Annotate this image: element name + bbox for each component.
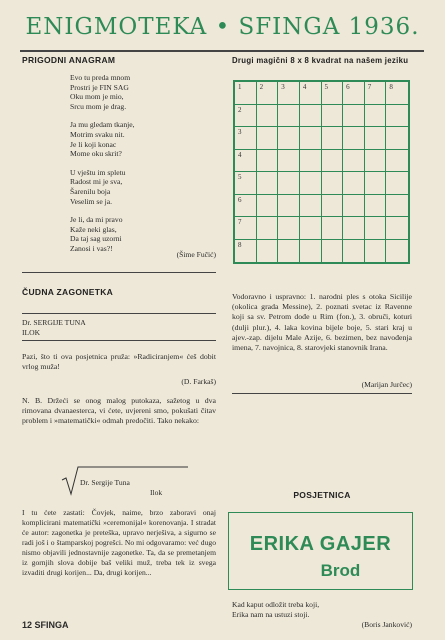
visitcard-verse-line: Kad kaput odložit treba koji, [232, 600, 320, 609]
grid-number: 2 [259, 83, 264, 91]
grid-cell[interactable] [386, 105, 408, 128]
grid-cell[interactable] [235, 195, 257, 218]
visiting-card [228, 512, 413, 590]
grid-cell[interactable] [386, 127, 408, 150]
grid-cell[interactable] [278, 217, 300, 240]
grid-cell[interactable] [257, 82, 279, 105]
page-header-title: ENIGMOTEKA • SFINGA 1936. [25, 14, 420, 40]
poem-line: Kaže neki glas, [70, 224, 117, 234]
visitcard-city: Brod [320, 561, 361, 580]
poem-line: Ja mu gledam tkanje, [70, 120, 135, 130]
puzzle-warning: I tu ćete zastati: Čovjek, naime, brzo zaboravi onaj komplicirani matematički »ceremonijal« korenovanja. I stradat će autor: zagonetka je preteška, upravo nerješiva, a sigurno se radi još i o štamparskoj pogrešci. No mi odgovaramo: već dugo nismo objavili jednostavnije zagonetke. Ta, da se premetanjem iz gornjih slova dobije baš veliki muž, treba tek iz svega izvaditi drugi korijen... Da, drugi korijen... [22, 508, 216, 577]
puzzle-card-rule-bottom [22, 340, 216, 341]
magic-square-grid[interactable] [233, 80, 410, 264]
grid-number: 3 [281, 83, 285, 91]
visitcard-author: (Boris Janković) [361, 620, 412, 629]
grid-cell[interactable] [300, 150, 322, 173]
grid-cell[interactable] [386, 150, 408, 173]
poem-line: Radost mi je sva, [70, 177, 123, 187]
puzzle-heading: ČUDNA ZAGONETKA [22, 287, 114, 297]
grid-number: 5 [324, 83, 328, 91]
puzzle-card-rule-top [22, 313, 216, 314]
grid-cell[interactable] [386, 217, 408, 240]
grid-cell[interactable] [257, 195, 279, 218]
square-rule [232, 393, 412, 394]
grid-cell[interactable] [257, 240, 279, 263]
grid-cell[interactable] [300, 172, 322, 195]
grid-cell[interactable] [365, 240, 387, 263]
puzzle-author: (D. Farkaš) [181, 377, 216, 386]
sqrt-name: Dr. Sergije Tuna [80, 478, 130, 487]
grid-number: 8 [238, 240, 242, 249]
grid-cell[interactable] [343, 172, 365, 195]
grid-cell[interactable] [278, 82, 300, 105]
puzzle-card-city: ILOK [22, 328, 41, 337]
grid-cell[interactable] [322, 127, 344, 150]
grid-cell[interactable] [235, 172, 257, 195]
anagram-poem [70, 73, 135, 254]
grid-cell[interactable] [257, 150, 279, 173]
grid-number: 6 [238, 195, 242, 204]
square-clues: Vodoravno i uspravno: 1. narodni ples s otoka Sicilije (okolica grada Messine), 2. poznati svetac iz Ravenne koji sa sv. Petrom dođe u Rim (fon.), 3. obruči, koturi (dulji plur.), 4. laka kovina bijele boje, 5. stari kraj u ajev.-zap. dijelu Male Azije, 6. bezimen, bez navođenja imena, 7. navojnica, 8. starovjeki stanovnik Irana. [232, 292, 412, 353]
grid-cell[interactable] [300, 217, 322, 240]
grid-cell[interactable] [322, 82, 344, 105]
grid-cell[interactable] [386, 82, 408, 105]
grid-cell[interactable] [278, 127, 300, 150]
grid-number: 6 [346, 83, 350, 91]
grid-cell[interactable] [365, 82, 387, 105]
grid-cell[interactable] [257, 105, 279, 128]
grid-number: 5 [238, 173, 242, 181]
grid-cell[interactable] [235, 105, 257, 128]
poem-line: Mome oku skrit? [70, 149, 122, 159]
grid-cell[interactable] [322, 150, 344, 173]
grid-cell[interactable] [365, 127, 387, 150]
grid-cell[interactable] [386, 195, 408, 218]
grid-cell[interactable] [278, 172, 300, 195]
grid-cell[interactable] [365, 172, 387, 195]
grid-cell[interactable] [365, 150, 387, 173]
page-footer: 12 SFINGA [22, 620, 69, 630]
poem-line: Je li koji konac [70, 139, 117, 149]
visitcard-verse-line: Erika nam na ustuzi stoji. [232, 610, 310, 619]
poem-line: Evo tu preda mnom [70, 73, 131, 82]
poem-line: Da taj sag uzorni [70, 234, 122, 244]
grid-number: 1 [238, 83, 242, 91]
grid-cell[interactable] [343, 217, 365, 240]
sqrt-city: Ilok [150, 488, 163, 497]
grid-number: 7 [367, 83, 372, 91]
square-heading: Drugi magični 8 x 8 kvadrat na našem jeziku [232, 56, 409, 65]
grid-cell[interactable] [386, 172, 408, 195]
grid-cell[interactable] [257, 217, 279, 240]
grid-cell[interactable] [343, 240, 365, 263]
grid-cell[interactable] [300, 127, 322, 150]
grid-cell[interactable] [343, 150, 365, 173]
grid-number: 3 [238, 128, 242, 136]
grid-cell[interactable] [278, 150, 300, 173]
grid-cell[interactable] [278, 240, 300, 263]
puzzle-intro: Pazi, što ti ova posjetnica pruža: »Radiciranjem« ćeš dobit vrlog muža! [22, 352, 216, 372]
grid-cell[interactable] [300, 82, 322, 105]
anagram-author: (Šime Fučić) [176, 250, 216, 259]
square-author: (Marijan Jurčec) [361, 380, 412, 389]
grid-cell[interactable] [278, 195, 300, 218]
poem-line: U vještu im spletu [70, 167, 126, 177]
grid-cell[interactable] [300, 105, 322, 128]
visitcard-name: ERIKA GAJER [249, 533, 392, 555]
poem-line: Zanosi i vas?! [70, 243, 113, 253]
poem-line: Je li, da mi pravo [70, 215, 123, 225]
grid-cell[interactable] [386, 240, 408, 263]
grid-number: 2 [238, 105, 242, 114]
puzzle-card-name: Dr. SERGIJE TUNA [22, 318, 86, 327]
grid-cell[interactable] [343, 82, 365, 105]
grid-cell[interactable] [343, 195, 365, 218]
poem-line: Veselim se ja. [70, 196, 112, 206]
puzzle-nb: N. B. Držeći se onog malog putokaza, sažetog u dva rimovana dvanaesterca, vi ćete, uvjereni smo, pokušati čitav problem i »matematički« odmah predočiti. Tako nekako: [22, 396, 216, 426]
anagram-rule [22, 272, 216, 273]
header-rule [20, 50, 424, 52]
anagram-heading: PRIGODNI ANAGRAM [22, 55, 116, 65]
grid-cell[interactable] [322, 172, 344, 195]
grid-cell[interactable] [322, 195, 344, 218]
grid-cell[interactable] [235, 150, 257, 173]
grid-cell[interactable] [235, 217, 257, 240]
grid-cell[interactable] [322, 217, 344, 240]
grid-cell[interactable] [235, 240, 257, 263]
poem-line: Oku mom je mio, [70, 92, 124, 102]
grid-cell[interactable] [322, 105, 344, 128]
grid-number: 8 [389, 83, 393, 91]
grid-cell[interactable] [322, 240, 344, 263]
grid-cell[interactable] [300, 195, 322, 218]
grid-number: 7 [238, 218, 242, 226]
grid-cell[interactable] [300, 240, 322, 263]
grid-cell[interactable] [235, 82, 257, 105]
grid-number: 4 [302, 83, 307, 91]
grid-cell[interactable] [257, 127, 279, 150]
grid-cell[interactable] [257, 172, 279, 195]
grid-cell[interactable] [235, 127, 257, 150]
visitcard-heading: POSJETNICA [293, 490, 351, 500]
grid-number: 4 [238, 150, 242, 159]
poem-line: Motrim svaku nit. [70, 129, 125, 139]
poem-line: Šarenilu boja [70, 186, 111, 196]
grid-cell[interactable] [365, 105, 387, 128]
grid-cell[interactable] [343, 105, 365, 128]
grid-cell[interactable] [365, 195, 387, 218]
poem-line: Srcu mom je drag. [70, 101, 127, 111]
grid-cell[interactable] [343, 127, 365, 150]
grid-cell[interactable] [365, 217, 387, 240]
grid-cell[interactable] [278, 105, 300, 128]
poem-line: Prostri je FIN SAG [70, 82, 129, 92]
